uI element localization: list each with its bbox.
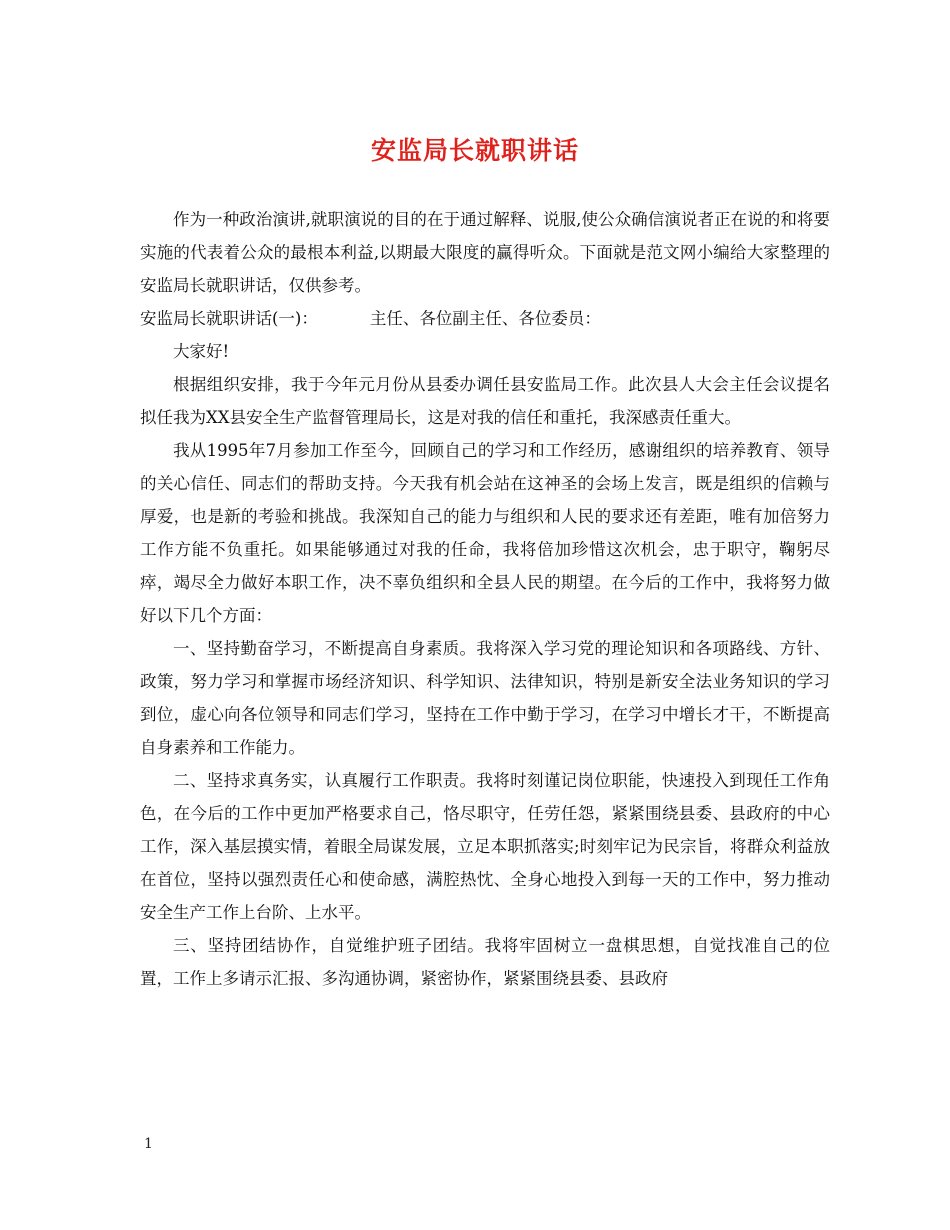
section-heading: 安监局长就职讲话(一)： bbox=[140, 309, 318, 328]
section-heading-line bbox=[140, 302, 830, 335]
intro-paragraph: 作为一种政治演讲,就职演说的目的在于通过解释、说服,使公众确信演说者正在说的和将要实施的代表着公众的最根本利益,以期最大限度的赢得听众。下面就是范文网小编给大家整理的安监局长就职讲话，仅供参考。 bbox=[140, 210, 830, 295]
body-paragraph-1: 根据组织安排，我于今年元月份从县委办调任县安监局工作。此次县人大会主任会议提名拟任我为XX县安全生产监督管理局长，这是对我的信任和重托，我深感责任重大。 bbox=[140, 375, 830, 427]
body-paragraph-3: 一、坚持勤奋学习，不断提高自身素质。我将深入学习党的理论知识和各项路线、方针、政策，努力学习和掌握市场经济知识、科学知识、法律知识，特别是新安全法业务知识的学习到位，虚心向各位领导和同志们学习，坚持在工作中勤于学习，在学习中增长才干，不断提高自身素养和工作能力。 bbox=[140, 639, 830, 757]
body-paragraph-5: 三、坚持团结协作，自觉维护班子团结。我将牢固树立一盘棋思想，自觉找准自己的位置，工作上多请示汇报、多沟通协调，紧密协作，紧紧围绕县委、县政府 bbox=[140, 936, 830, 988]
salutation: 主任、各位副主任、各位委员： bbox=[369, 309, 601, 328]
page-number: 1 bbox=[144, 1136, 153, 1152]
document-body bbox=[140, 203, 830, 995]
greeting: 大家好! bbox=[173, 342, 230, 361]
body-paragraph-4: 二、坚持求真务实，认真履行工作职责。我将时刻谨记岗位职能，快速投入到现任工作角色，在今后的工作中更加严格要求自己，恪尽职守，任劳任怨，紧紧围绕县委、县政府的中心工作，深入基层摸实情，着眼全局谋发展，立足本职抓落实;时刻牢记为民宗旨，将群众利益放在首位，坚持以强烈责任心和使命感，满腔热忱、全身心地投入到每一天的工作中，努力推动安全生产工作上台阶、上水平。 bbox=[140, 771, 830, 922]
body-paragraph-2: 我从1995年7月参加工作至今，回顾自己的学习和工作经历，感谢组织的培养教育、领导的关心信任、同志们的帮助支持。今天我有机会站在这神圣的会场上发言，既是组织的信赖与厚爱，也是新的考验和挑战。我深知自己的能力与组织和人民的要求还有差距，唯有加倍努力工作方能不负重托。如果能够通过对我的任命，我将倍加珍惜这次机会，忠于职守，鞠躬尽瘁，竭尽全力做好本职工作，决不辜负组织和全县人民的期望。在今后的工作中，我将努力做好以下几个方面： bbox=[140, 441, 830, 625]
document-title: 安监局长就职讲话 bbox=[370, 136, 579, 165]
